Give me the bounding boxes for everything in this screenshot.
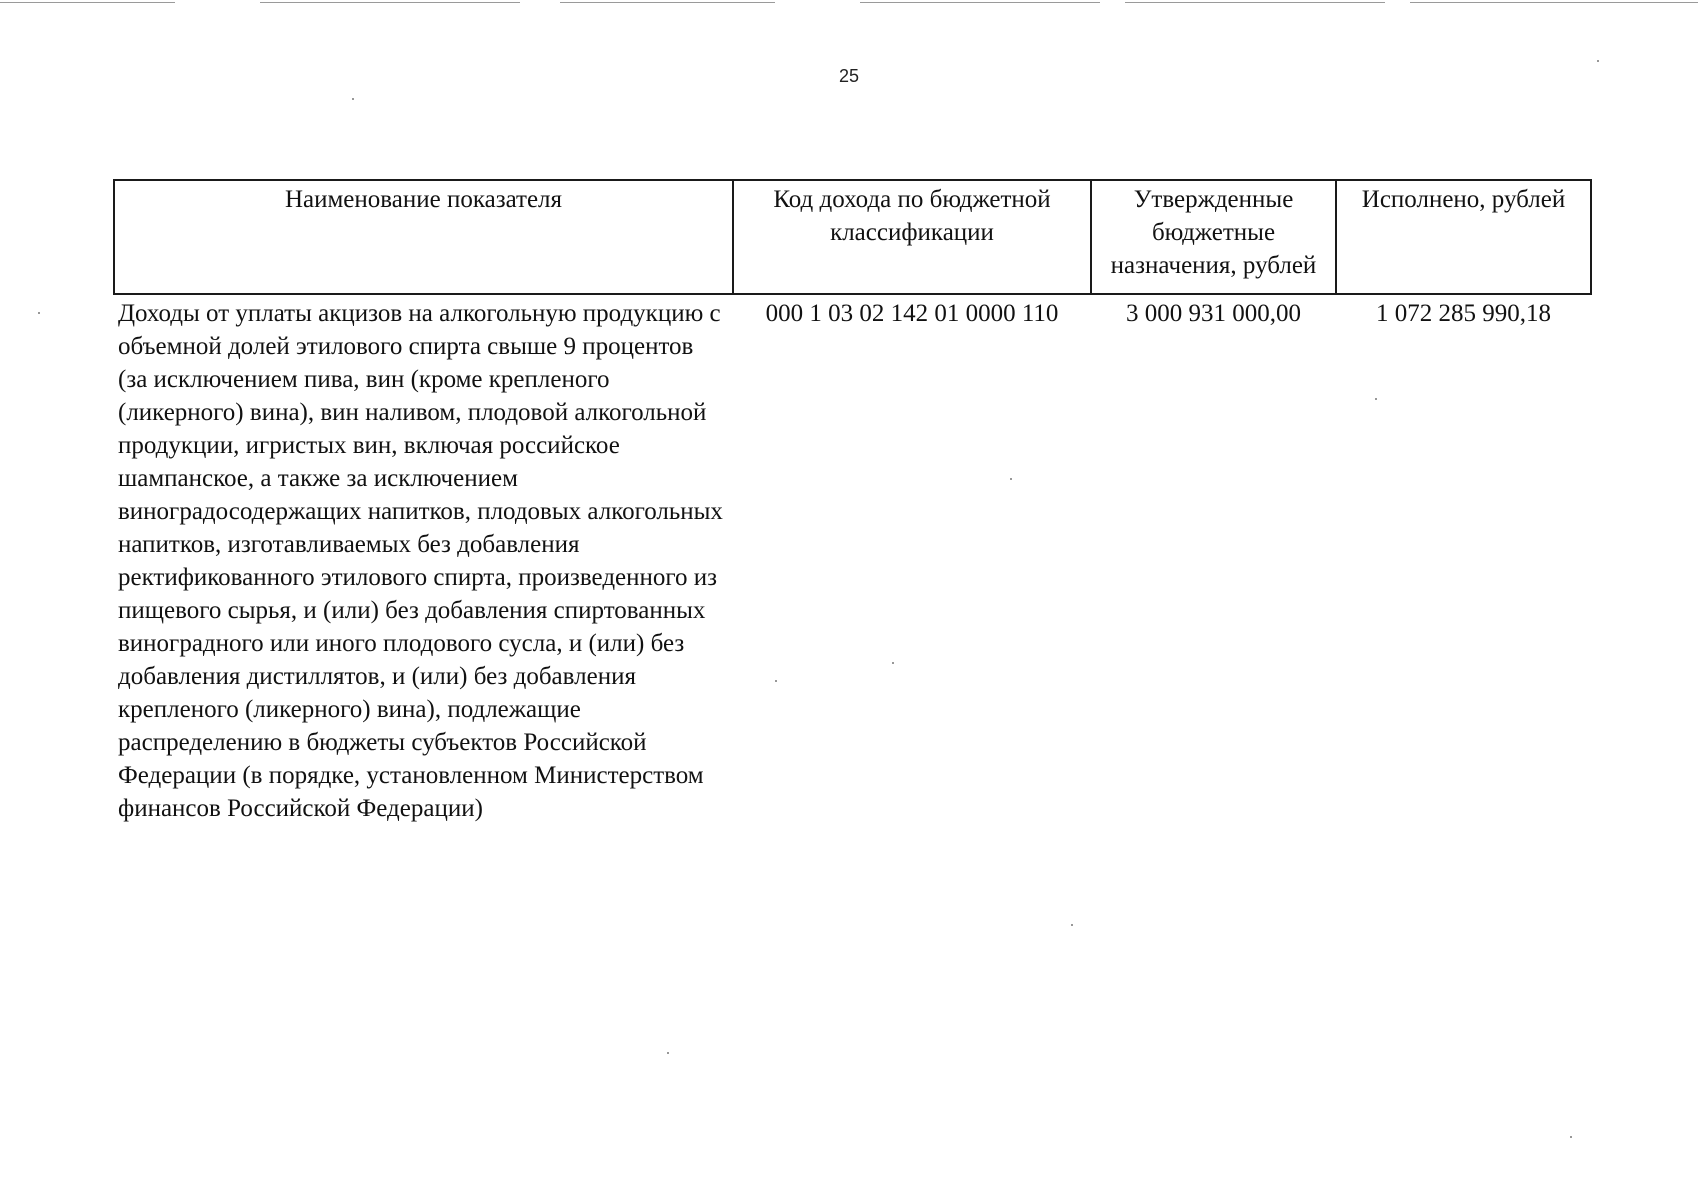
page-number: 25 — [838, 66, 860, 86]
scan-speck — [352, 98, 354, 100]
scan-artifact-line — [560, 2, 775, 3]
scan-artifact-line — [1410, 2, 1698, 3]
header-row — [114, 180, 1591, 294]
header-revenue-code: Код дохода по бюджетной классификации — [733, 180, 1091, 294]
scan-speck — [1375, 398, 1377, 400]
scan-artifact-line — [0, 2, 175, 3]
revenue-table — [113, 179, 1592, 825]
table-header — [114, 180, 1591, 294]
header-approved-budget: Утвержденные бюджетные назначения, рублей — [1091, 180, 1336, 294]
scan-artifact-line — [1125, 2, 1385, 3]
row-executed: 1 072 285 990,18 — [1376, 300, 1551, 327]
scan-speck — [1570, 1136, 1572, 1138]
row-approved-budget: 3 000 931 000,00 — [1126, 300, 1301, 327]
scan-artifact-line — [260, 2, 520, 3]
scan-artifact-line — [860, 2, 1100, 3]
scan-speck — [1071, 924, 1073, 926]
table-body — [114, 294, 1591, 825]
scan-speck — [667, 1052, 669, 1054]
scan-speck — [775, 680, 777, 682]
header-executed: Исполнено, рублей — [1336, 180, 1591, 294]
scan-speck — [1010, 478, 1012, 480]
scan-speck — [38, 312, 40, 314]
header-indicator-name: Наименование показателя — [114, 180, 733, 294]
row-indicator-name: Доходы от уплаты акцизов на алкогольную продукцию с объемной долей этилового спирта свыше 9 процентов (за исключением пива, вин (кроме крепленого (ликерного) вина), вин наливом, плодовой алкогольной продукции, игристых вин, включая российское шампанское, а также за исключением виноградосодержащих напитков, плодовых алкогольных напитков, изготавливаемых без добавления ректификованного этилового спирта, произведенного из пищевого сырья, и (или) без добавления спиртованных виноградного или иного плодового сусла, и (или) без добавления дистиллятов, и (или) без добавления крепленого (ликерного) вина), подлежащие распределению в бюджеты субъектов Российской Федерации (в порядке, установленном Министерством финансов Российской Федерации) — [118, 300, 723, 822]
row-revenue-code: 000 1 03 02 142 01 0000 110 — [765, 300, 1059, 327]
scan-speck — [892, 662, 894, 664]
scan-speck — [1597, 60, 1599, 62]
table-row — [114, 294, 1591, 825]
